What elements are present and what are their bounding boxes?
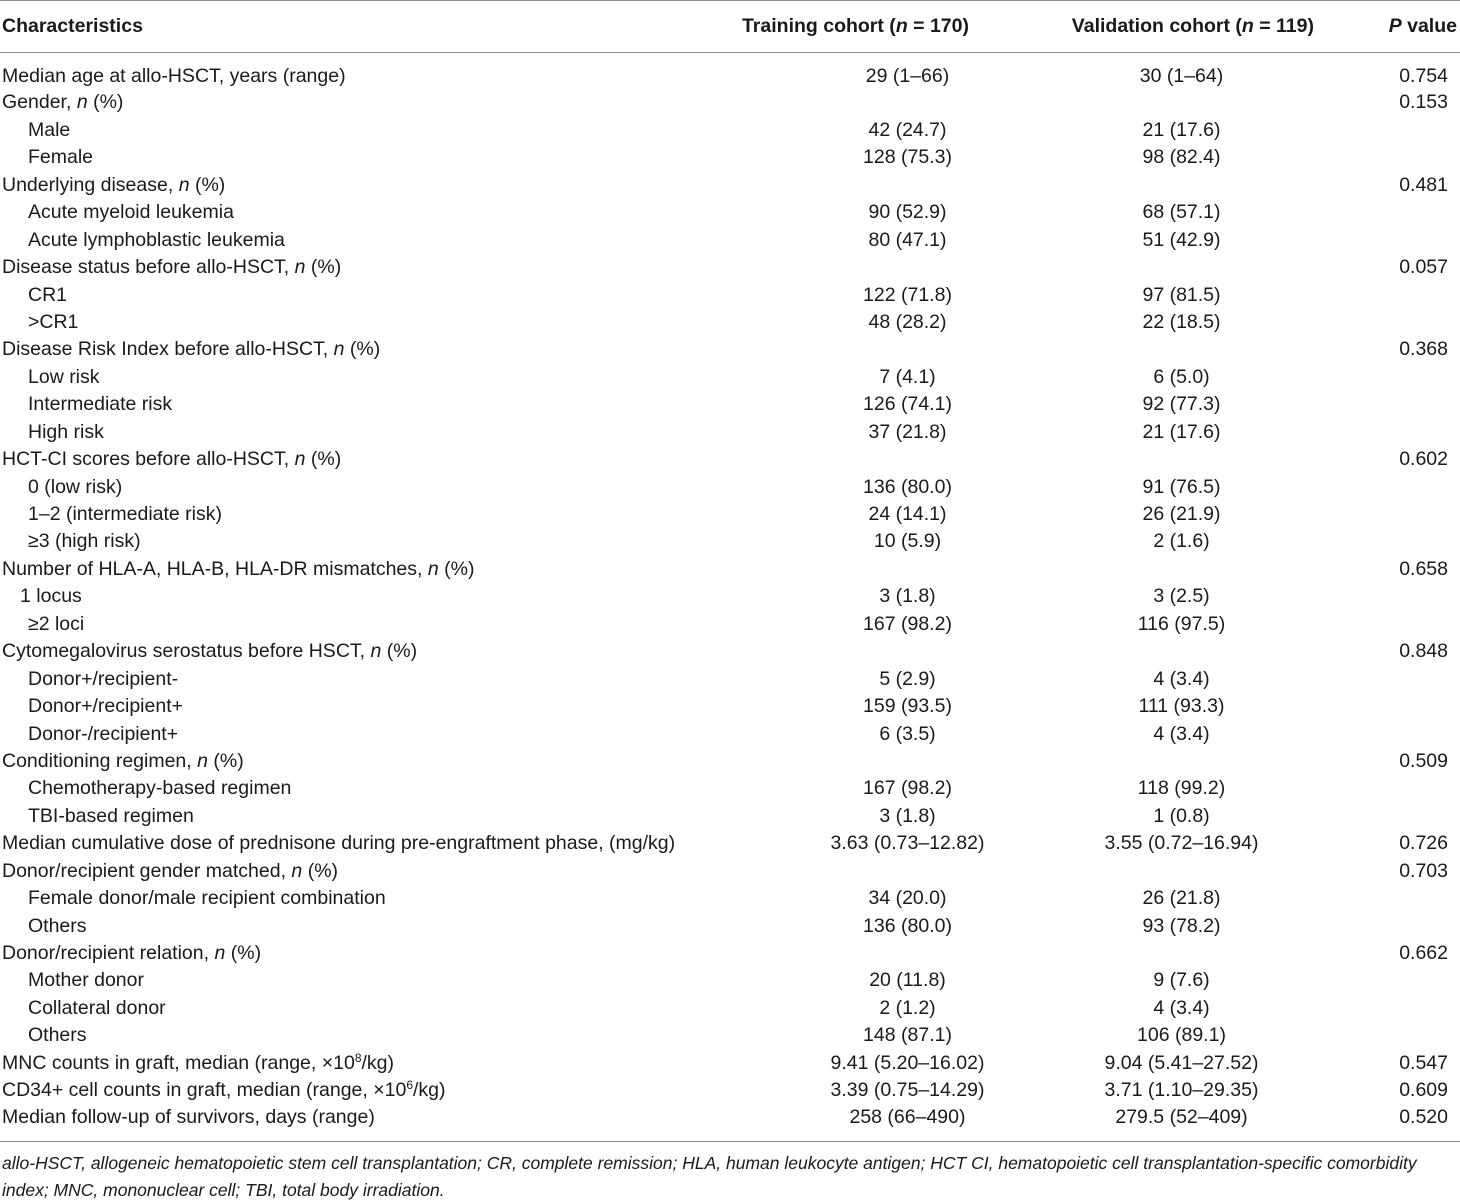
table-row: [0, 1105, 1460, 1142]
table-row: [0, 199, 1460, 226]
training-cohort-value: 37 (21.8): [868, 420, 947, 443]
training-cohort-value: [720, 446, 985, 473]
training-cohort-value: 148 (87.1): [863, 1024, 952, 1047]
p-value: [1330, 611, 1460, 638]
row-sublabel: [0, 227, 720, 254]
row-label-text: Median cumulative dose of prednisone during pre-engraftment phase, (mg/kg): [2, 832, 676, 855]
header-p-italic: P: [1388, 15, 1402, 37]
training-cohort-value: [720, 748, 985, 775]
validation-cohort-value: 51 (42.9): [1142, 228, 1221, 251]
validation-cohort-value: 4 (3.4): [1153, 996, 1210, 1019]
row-label-italic-n: n: [427, 557, 439, 580]
row-label-text: HCT-CI scores before allo-HSCT,: [2, 448, 295, 471]
p-value: [1330, 1022, 1460, 1049]
validation-cohort-value: 4 (3.4): [1153, 667, 1210, 690]
row-label-italic-n: n: [76, 91, 88, 114]
p-value: [1330, 583, 1460, 610]
row-label-superscript: 6: [406, 1078, 413, 1093]
training-cohort-value: 7 (4.1): [879, 365, 936, 388]
row-label-text: Donor/recipient gender matched,: [2, 859, 292, 882]
row-label-text: Collateral donor: [28, 996, 166, 1019]
p-value: 0.057: [1399, 256, 1448, 279]
row-label-text: Cytomegalovirus serostatus before HSCT,: [2, 640, 371, 663]
training-cohort-value: 3.63 (0.73–12.82): [830, 832, 985, 855]
p-value: [1330, 309, 1460, 336]
training-cohort-value: 24 (14.1): [868, 503, 947, 526]
training-cohort-value: 42 (24.7): [868, 118, 947, 141]
training-cohort-value: 159 (93.5): [863, 695, 952, 718]
table-row: [0, 364, 1460, 391]
training-cohort-value: 9.41 (5.20–16.02): [830, 1051, 985, 1074]
table-body: [0, 53, 1460, 1142]
p-value: 0.509: [1399, 749, 1448, 772]
training-cohort-value: 167 (98.2): [863, 612, 952, 635]
p-value: [1330, 227, 1460, 254]
table-row: [0, 583, 1460, 610]
row-label-text: High risk: [28, 420, 104, 443]
validation-cohort-value: [985, 90, 1330, 117]
row-sublabel: [0, 666, 720, 693]
validation-cohort-value: [985, 254, 1330, 281]
row-label-text: Others: [28, 914, 87, 937]
table-row: [0, 556, 1460, 583]
validation-cohort-value: [985, 638, 1330, 665]
p-value: 0.547: [1399, 1051, 1448, 1074]
row-label: [0, 446, 720, 473]
row-sublabel: [0, 364, 720, 391]
p-value: 0.848: [1399, 640, 1448, 663]
row-label: [0, 556, 720, 583]
table-row: [0, 940, 1460, 967]
row-label-tail: (%): [207, 749, 244, 772]
row-sublabel: [0, 913, 720, 940]
validation-cohort-value: [985, 172, 1330, 199]
row-sublabel: [0, 693, 720, 720]
row-label-italic-n: n: [214, 942, 226, 965]
table-row: [0, 666, 1460, 693]
validation-cohort-value: 3.71 (1.10–29.35): [1104, 1079, 1259, 1102]
table-row: [0, 748, 1460, 775]
training-cohort-value: 10 (5.9): [873, 530, 942, 553]
table-row: [0, 830, 1460, 857]
validation-cohort-value: 1 (0.8): [1153, 804, 1210, 827]
validation-cohort-value: 3.55 (0.72–16.94): [1104, 832, 1259, 855]
p-value: [1330, 995, 1460, 1022]
row-label-text: Disease status before allo-HSCT,: [2, 256, 295, 279]
row-label-italic-n: n: [294, 256, 306, 279]
p-value: [1330, 391, 1460, 418]
row-label-text: Others: [28, 1024, 87, 1047]
row-label-italic-n: n: [294, 448, 306, 471]
row-label: [0, 1050, 720, 1077]
table-row: [0, 90, 1460, 117]
row-sublabel: [0, 199, 720, 226]
training-cohort-value: [720, 858, 985, 885]
header-row: [0, 1, 1460, 53]
row-label-text: CD34+ cell counts in graft, median (range, ×10: [2, 1079, 407, 1102]
header-validation-suffix: = 119): [1253, 15, 1314, 37]
p-value: 0.481: [1399, 173, 1448, 196]
row-sublabel: [0, 885, 720, 912]
table-row: [0, 309, 1460, 336]
row-label-tail: (%): [87, 91, 124, 114]
row-label-unit: /kg): [413, 1079, 446, 1102]
row-label-tail: (%): [305, 448, 342, 471]
row-sublabel: [0, 583, 720, 610]
row-label-text: Median follow-up of survivors, days (range): [2, 1106, 375, 1129]
validation-cohort-value: 21 (17.6): [1142, 420, 1221, 443]
p-value: [1330, 803, 1460, 830]
row-label-text: CR1: [28, 283, 68, 306]
validation-cohort-value: 93 (78.2): [1142, 914, 1221, 937]
row-label-tail: (%): [189, 173, 226, 196]
row-label-text: Male: [28, 118, 71, 141]
validation-cohort-value: 26 (21.9): [1142, 503, 1221, 526]
table-row: [0, 858, 1460, 885]
validation-cohort-value: 279.5 (52–409): [1115, 1106, 1248, 1129]
header-validation-cohort: [985, 1, 1330, 53]
row-label-italic-n: n: [291, 859, 303, 882]
validation-cohort-value: 30 (1–64): [1139, 64, 1224, 87]
table-row: [0, 638, 1460, 665]
table-row: [0, 254, 1460, 281]
table-row: [0, 968, 1460, 995]
row-sublabel: [0, 282, 720, 309]
row-label-text: Intermediate risk: [28, 393, 173, 416]
row-sublabel: [0, 968, 720, 995]
training-cohort-value: 48 (28.2): [868, 310, 947, 333]
row-sublabel: [0, 611, 720, 638]
validation-cohort-value: [985, 446, 1330, 473]
p-value: [1330, 474, 1460, 501]
row-label-text: Underlying disease,: [2, 173, 179, 196]
p-value: [1330, 529, 1460, 556]
row-label: [0, 1105, 720, 1142]
training-cohort-value: [720, 90, 985, 117]
training-cohort-value: 29 (1–66): [865, 64, 950, 87]
table-row: [0, 474, 1460, 501]
training-cohort-value: 136 (80.0): [863, 475, 952, 498]
p-value: 0.662: [1399, 942, 1448, 965]
table-row: [0, 501, 1460, 528]
training-cohort-value: 20 (11.8): [869, 969, 946, 992]
table-row: [0, 419, 1460, 446]
header-validation-n: n: [1241, 15, 1254, 37]
p-value: 0.726: [1399, 832, 1448, 855]
row-label-text: Female: [28, 146, 94, 169]
p-value: [1330, 364, 1460, 391]
validation-cohort-value: 2 (1.6): [1153, 530, 1210, 553]
row-label-italic-n: n: [178, 173, 190, 196]
p-value: 0.703: [1399, 859, 1448, 882]
validation-cohort-value: 106 (89.1): [1137, 1024, 1226, 1047]
row-label: [0, 336, 720, 363]
p-value: [1330, 199, 1460, 226]
row-label-italic-n: n: [333, 338, 345, 361]
p-value: 0.658: [1399, 557, 1448, 580]
p-value: [1330, 666, 1460, 693]
table-row: [0, 144, 1460, 171]
row-label-text: Conditioning regimen,: [2, 749, 198, 772]
validation-cohort-value: 97 (81.5): [1142, 283, 1221, 306]
header-training-prefix: Training cohort (: [741, 15, 896, 37]
training-cohort-value: [720, 254, 985, 281]
header-validation-prefix: Validation cohort (: [1071, 15, 1242, 37]
training-cohort-value: [720, 172, 985, 199]
row-label: [0, 858, 720, 885]
training-cohort-value: [720, 940, 985, 967]
validation-cohort-value: 26 (21.8): [1142, 887, 1221, 910]
training-cohort-value: [720, 336, 985, 363]
table-row: [0, 53, 1460, 90]
training-cohort-value: 80 (47.1): [868, 228, 947, 251]
table-row: [0, 611, 1460, 638]
validation-cohort-value: 111 (93.3): [1138, 695, 1225, 718]
header-p-value: [1330, 1, 1460, 53]
p-value: [1330, 282, 1460, 309]
validation-cohort-value: 3 (2.5): [1153, 585, 1210, 608]
row-label-text: Mother donor: [28, 969, 144, 992]
validation-cohort-value: 68 (57.1): [1142, 201, 1221, 224]
table-row: [0, 1077, 1460, 1104]
row-label-tail: (%): [225, 942, 262, 965]
validation-cohort-value: 4 (3.4): [1153, 722, 1210, 745]
training-cohort-value: 3.39 (0.75–14.29): [830, 1079, 985, 1102]
validation-cohort-value: 118 (99.2): [1137, 777, 1226, 800]
p-value: [1330, 117, 1460, 144]
row-sublabel: [0, 775, 720, 802]
row-label: [0, 638, 720, 665]
p-value: 0.153: [1399, 91, 1448, 114]
row-label-text: >CR1: [28, 310, 79, 333]
table-row: [0, 391, 1460, 418]
p-value: [1330, 501, 1460, 528]
training-cohort-value: 126 (74.1): [863, 393, 952, 416]
table-row: [0, 693, 1460, 720]
validation-cohort-value: [985, 858, 1330, 885]
table-row: [0, 227, 1460, 254]
training-cohort-value: 167 (98.2): [863, 777, 952, 800]
p-value: [1330, 144, 1460, 171]
row-label-tail: (%): [438, 557, 475, 580]
table-row: [0, 336, 1460, 363]
validation-cohort-value: 116 (97.5): [1137, 612, 1226, 635]
row-label-text: Disease Risk Index before allo-HSCT,: [2, 338, 334, 361]
row-label-text: Chemotherapy-based regimen: [28, 777, 292, 800]
table-row: [0, 913, 1460, 940]
row-sublabel: [0, 995, 720, 1022]
row-label-text: Female donor/male recipient combination: [28, 887, 386, 910]
table-row: [0, 1050, 1460, 1077]
training-cohort-value: 2 (1.2): [879, 996, 936, 1019]
table-row: [0, 1022, 1460, 1049]
row-label-text: Donor-/recipient+: [28, 722, 179, 745]
row-label-text: Median age at allo-HSCT, years (range): [2, 64, 346, 87]
row-label-tail: (%): [302, 859, 339, 882]
validation-cohort-value: 9 (7.6): [1153, 969, 1210, 992]
validation-cohort-value: 91 (76.5): [1142, 475, 1221, 498]
table-row: [0, 172, 1460, 199]
row-sublabel: [0, 529, 720, 556]
training-cohort-value: [720, 556, 985, 583]
row-label-text: Acute myeloid leukemia: [28, 201, 234, 224]
row-label-italic-n: n: [370, 640, 382, 663]
row-label: [0, 1077, 720, 1104]
p-value: [1330, 419, 1460, 446]
row-label: [0, 90, 720, 117]
row-label-text: 1 locus: [20, 585, 82, 608]
p-value: 0.602: [1399, 448, 1448, 471]
row-label-text: Donor+/recipient-: [28, 667, 179, 690]
p-value: [1330, 885, 1460, 912]
training-cohort-value: 122 (71.8): [863, 283, 952, 306]
p-value: 0.609: [1399, 1079, 1448, 1102]
table-header: [0, 1, 1460, 53]
p-value: [1330, 968, 1460, 995]
row-sublabel: [0, 309, 720, 336]
table-row: [0, 885, 1460, 912]
validation-cohort-value: 21 (17.6): [1142, 118, 1221, 141]
table-row: [0, 529, 1460, 556]
row-label: [0, 940, 720, 967]
row-sublabel: [0, 117, 720, 144]
table-footnote: allo-HSCT, allogeneic hematopoietic stem cell transplantation; CR, complete remission; HLA, human leukocyte antigen; HCT CI, hematopoietic cell transplantation-specific comorbidity index; MNC, mononuclear cell; TBI, total body irradiation.: [2, 1153, 1417, 1200]
training-cohort-value: [720, 638, 985, 665]
row-label-text: 1–2 (intermediate risk): [28, 503, 222, 526]
row-sublabel: [0, 419, 720, 446]
training-cohort-value: 34 (20.0): [868, 887, 947, 910]
p-value: 0.520: [1399, 1106, 1448, 1129]
row-label-text: MNC counts in graft, median (range, ×10: [2, 1051, 355, 1074]
p-value: [1330, 693, 1460, 720]
row-sublabel: [0, 474, 720, 501]
p-value: 0.368: [1399, 338, 1448, 361]
training-cohort-value: 136 (80.0): [863, 914, 952, 937]
validation-cohort-value: 22 (18.5): [1142, 310, 1221, 333]
row-sublabel: [0, 391, 720, 418]
row-label-text: ≥2 loci: [28, 612, 85, 635]
table-row: [0, 446, 1460, 473]
row-label: [0, 748, 720, 775]
row-label-superscript: 8: [354, 1050, 362, 1065]
table-row: [0, 995, 1460, 1022]
training-cohort-value: 6 (3.5): [879, 722, 936, 745]
row-sublabel: [0, 1022, 720, 1049]
row-label-unit: /kg): [361, 1051, 395, 1074]
row-label-text: Donor+/recipient+: [28, 695, 184, 718]
row-label: [0, 53, 720, 90]
training-cohort-value: 90 (52.9): [868, 201, 947, 224]
row-label-text: Gender,: [2, 91, 77, 114]
header-training-suffix: = 170): [907, 15, 969, 37]
row-label: [0, 830, 720, 857]
p-value: [1330, 913, 1460, 940]
table-row: [0, 721, 1460, 748]
validation-cohort-value: 92 (77.3): [1142, 393, 1221, 416]
row-label-text: Number of HLA-A, HLA-B, HLA-DR mismatches,: [2, 557, 428, 580]
training-cohort-value: 258 (66–490): [849, 1106, 966, 1129]
row-label-text: 0 (low risk): [28, 475, 123, 498]
row-label-tail: (%): [305, 256, 342, 279]
row-sublabel: [0, 501, 720, 528]
validation-cohort-value: 98 (82.4): [1142, 146, 1221, 169]
row-sublabel: [0, 721, 720, 748]
validation-cohort-value: 9.04 (5.41–27.52): [1104, 1051, 1259, 1074]
row-label: [0, 254, 720, 281]
row-sublabel: [0, 144, 720, 171]
row-label-text: Acute lymphoblastic leukemia: [28, 228, 285, 251]
row-label-text: Donor/recipient relation,: [2, 942, 215, 965]
training-cohort-value: 128 (75.3): [863, 146, 952, 169]
row-label: [0, 172, 720, 199]
p-value: 0.754: [1399, 64, 1448, 87]
validation-cohort-value: [985, 336, 1330, 363]
validation-cohort-value: [985, 556, 1330, 583]
row-label-text: ≥3 (high risk): [28, 530, 141, 553]
row-sublabel: [0, 803, 720, 830]
header-training-cohort: [720, 1, 985, 53]
row-label-tail: (%): [381, 640, 418, 663]
header-p-suffix: value: [1401, 15, 1457, 37]
row-label-italic-n: n: [197, 749, 208, 772]
training-cohort-value: 3 (1.8): [879, 804, 936, 827]
table-row: [0, 117, 1460, 144]
training-cohort-value: 5 (2.9): [879, 667, 936, 690]
table-row: [0, 803, 1460, 830]
row-label-text: TBI-based regimen: [28, 804, 194, 827]
row-label-text: Low risk: [28, 365, 100, 388]
validation-cohort-value: [985, 748, 1330, 775]
p-value: [1330, 775, 1460, 802]
header-training-n: n: [895, 15, 908, 37]
table-row: [0, 775, 1460, 802]
header-characteristics: Characteristics: [0, 1, 720, 53]
training-cohort-value: 3 (1.8): [879, 585, 936, 608]
row-label-tail: (%): [344, 338, 381, 361]
table-row: [0, 282, 1460, 309]
validation-cohort-value: [985, 940, 1330, 967]
p-value: [1330, 721, 1460, 748]
validation-cohort-value: 6 (5.0): [1153, 365, 1210, 388]
